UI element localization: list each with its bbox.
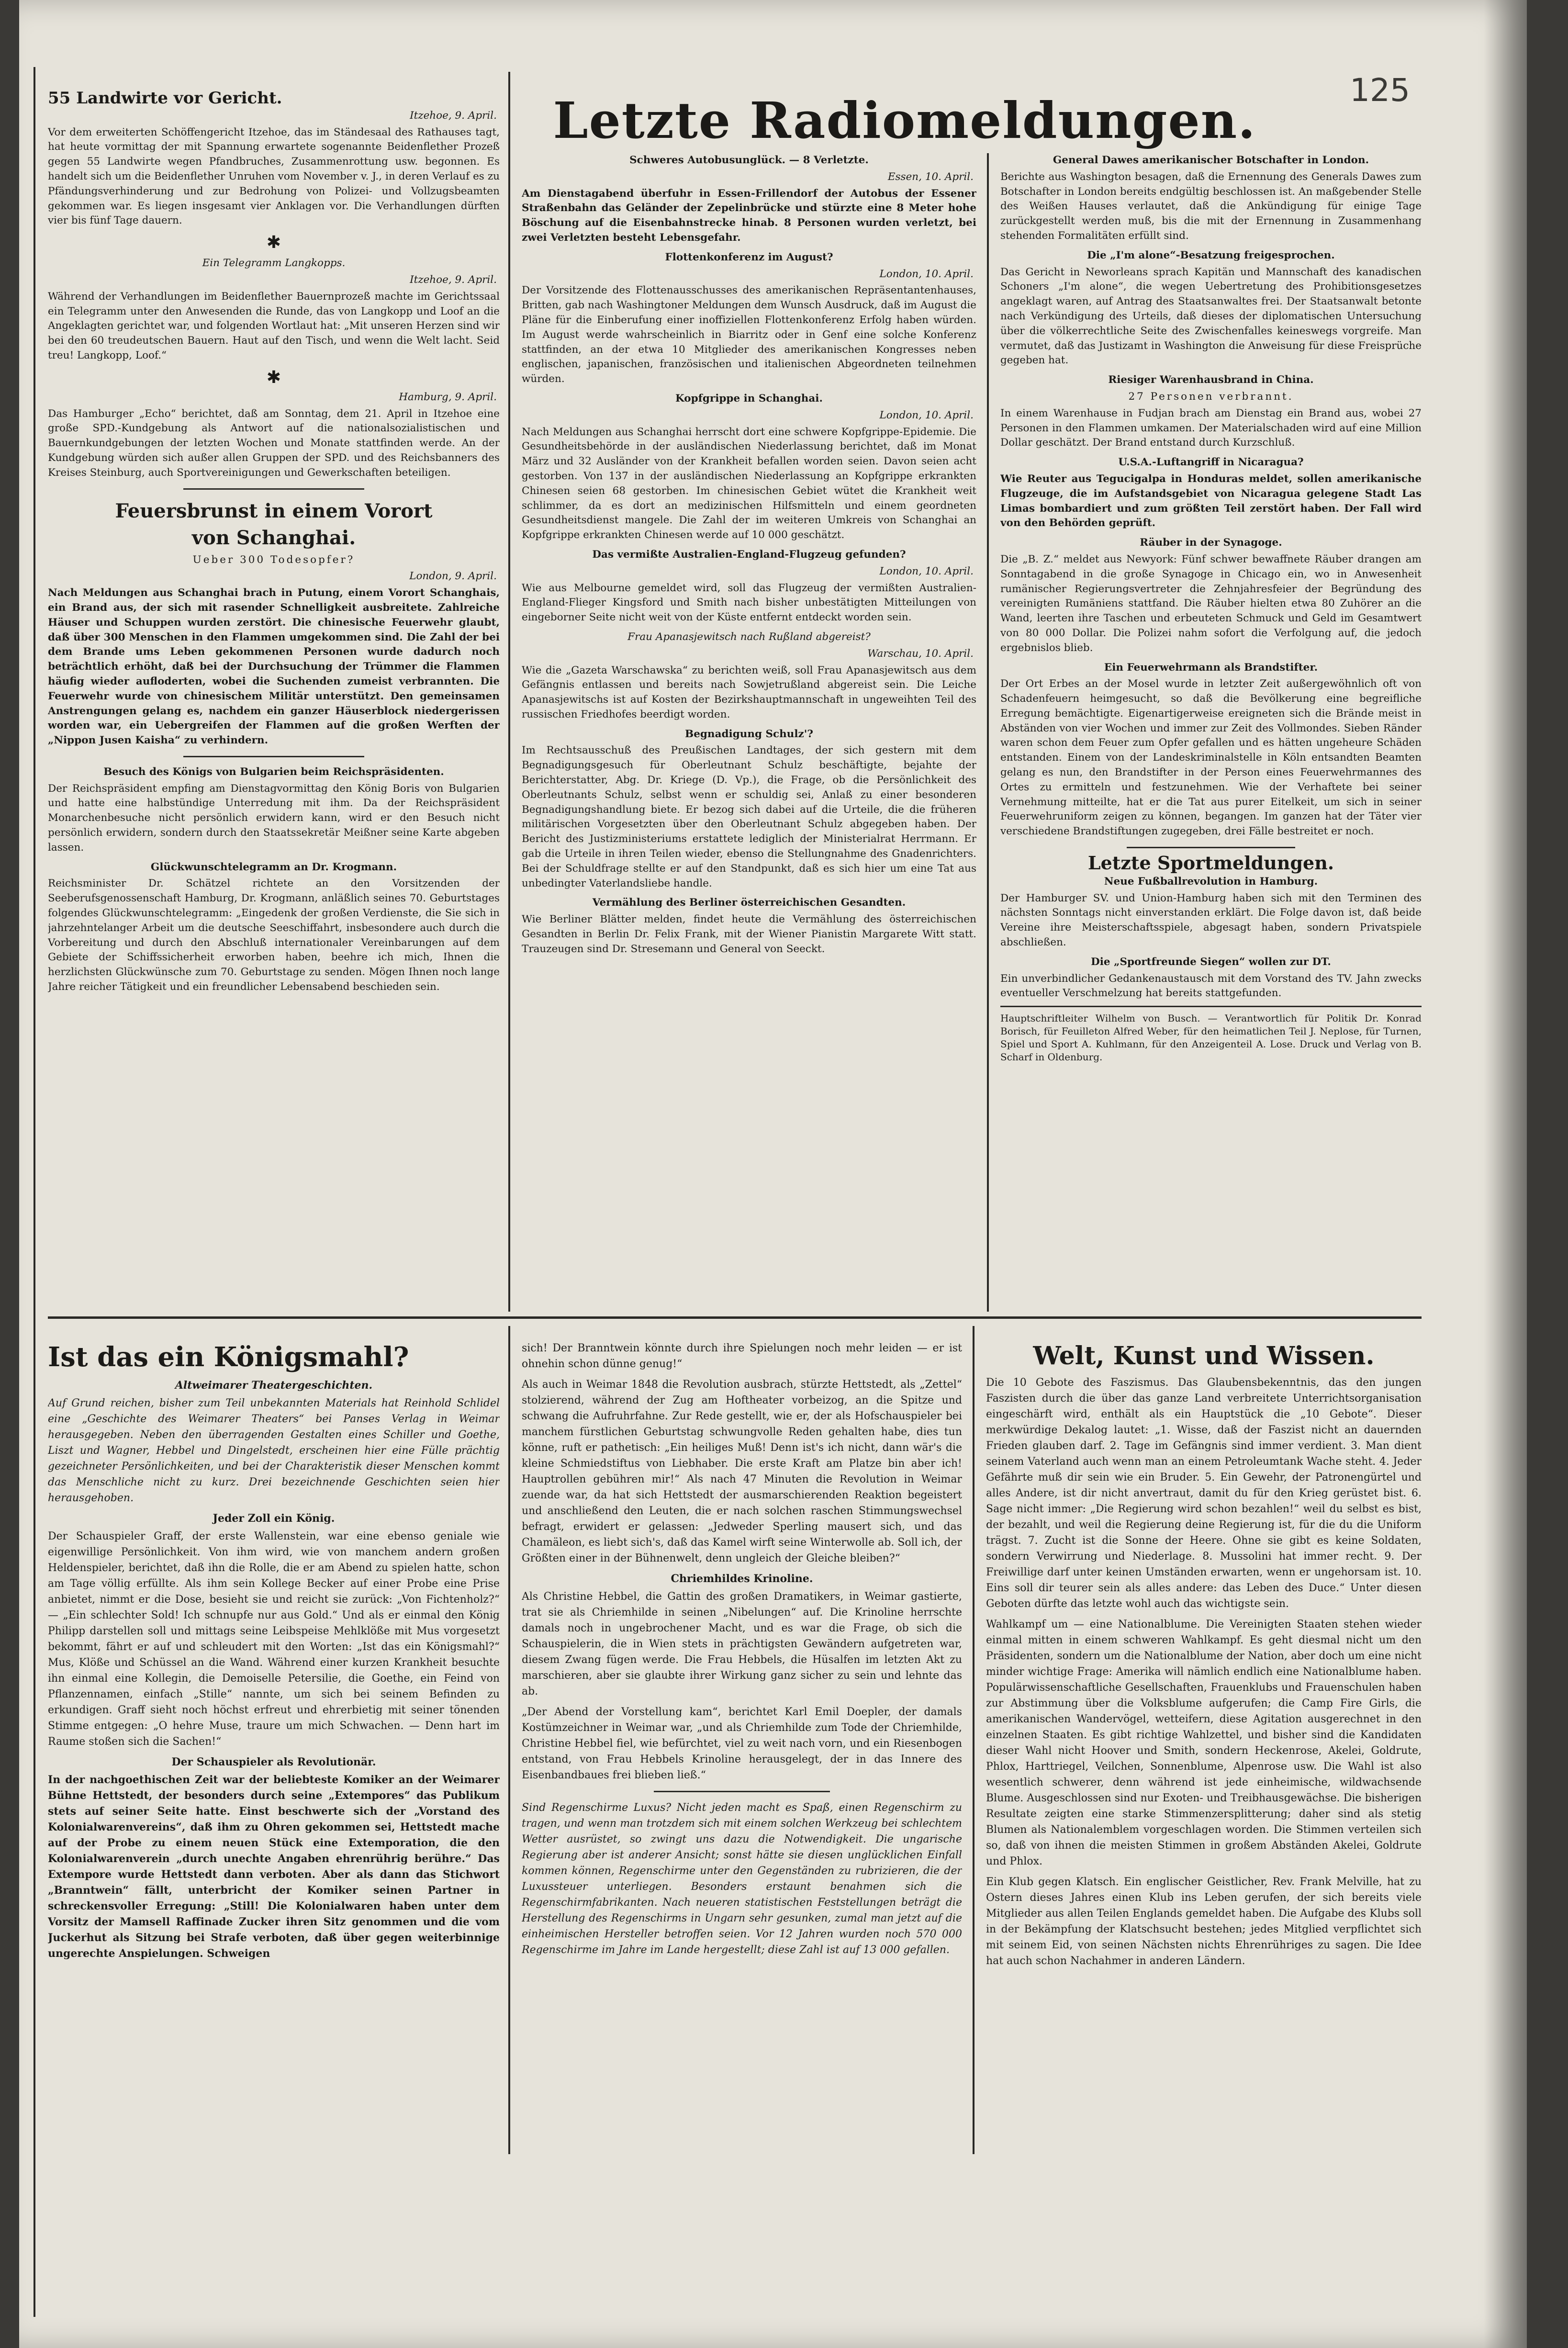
- dateline: Warschau, 10. April.: [867, 647, 974, 660]
- article-text: Das Gericht in Neworleans sprach Kapitän und Mannschaft des kanadischen Schoners „I'm alone“, die wegen Uebertretung des Prohibitionsgesetzes angeklagt waren, auf Antrag des Staatsanwaltes frei. Der Staatsanwalt betonte nach Verkündigung des Urteils, daß dieses der diplomatischen Untersuchung über die völkerrechtliche Seite des Zwischenfalles keineswegs vorgreife. Man vermutet, daß das Justizamt in Washington die Anweisung für diese Freisprüche gegeben hat.: [1000, 266, 1422, 367]
- sub-headline: Ueber 300 Todesopfer?: [192, 553, 355, 566]
- subheadline: Die „Sportfreunde Siegen“ wollen zur DT.: [1091, 955, 1331, 968]
- subheadline: Begnadigung Schulz'?: [685, 728, 813, 740]
- headline-koenigsmahl: Ist das ein Königsmahl?: [48, 1341, 409, 1373]
- star-divider: ✱: [266, 367, 281, 387]
- column-rule-e-f: [973, 1326, 974, 2154]
- subheadline: Kopfgrippe in Schanghai.: [675, 392, 823, 404]
- article-text: Am Dienstagabend überfuhr in Essen-Frillendorf der Autobus der Essener Straßenbahn das Geländer der Zepelinbrücke und stürzte eine 8 Meter hohe Böschung auf die Eisenbahnstrecke hinab. 8 Personen wurden verletzt, bei zwei Verletzten besteht Lebensgefahr.: [522, 187, 976, 244]
- dateline: London, 10. April.: [879, 268, 974, 280]
- dateline: Itzehoe, 9. April.: [410, 273, 497, 286]
- article-text: Ein unverbindlicher Gedankenaustausch mit dem Vorstand des TV. Jahn zwecks eventueller Verschmelzung hat bereits stattgefunden.: [1000, 972, 1422, 1000]
- article-text: Der Vorsitzende des Flottenausschusses des amerikanischen Repräsentantenhauses, Britten, gab nach Washingtoner Meldungen dem Wunsch Ausdruck, daß im August die Pläne für die Einberufung einer inoffiziellen Flottenkonferenz Erfolg haben würden. Im August werde wahrscheinlich in Biarritz oder in Genf eine solche Konferenz stattfinden, an der etwa 10 Mitglieder des amerikanischen Kongresses neben englischen, japanischen, französischen und italienischen Abgeordneten teilnehmen würden.: [522, 284, 976, 385]
- column-f: [986, 1340, 1422, 2154]
- column-c: [1000, 153, 1422, 1307]
- article-text: Im Rechtsausschuß des Preußischen Landtages, der sich gestern mit dem Begnadigungsgesuch für Oberleutnant Schulz beschäftigte, bejahte der Berichterstatter, Abg. Dr. Kriege (D. Vp.), die Frage, ob die Persönlichkeit des Oberleutnants Schulz, selbst wenn er schuldig sei, Anlaß zu einer besonderen Begnadigungshandlung biete. Er bezog sich dabei auf die Urteile, die die früheren militärischen Vorgesetzten über den Oberleutnant Schulz abgegeben haben. Der Bericht des Justizministeriums erstattete lediglich der Ministerialrat Herrmann. Er gab die Urteile in ihren Teilen wieder, ebenso die Stellungnahme des Gnadenrichters. Bei der Schuldfrage stellte er auf den Standpunkt, daß es sich hier um eine Tat aus unbedingter Vaterlandsliebe handle.: [522, 744, 976, 889]
- dateline: London, 10. April.: [879, 565, 974, 577]
- column-a: [48, 91, 500, 1307]
- article-text: Wie die „Gazeta Warschawska“ zu berichten weiß, soll Frau Apanasjewitsch aus dem Gefängnis entlassen und bereits nach Sowjetrußland abgereist sein. Die Leiche Apanasjewitschs ist auf Kosten der Bezirkshauptmannschaft in ungeweihten Teil des russischen Friedhofes beerdigt worden.: [522, 664, 976, 720]
- article-text: Berichte aus Washington besagen, daß die Ernennung des Generals Dawes zum Botschafter in London bereits endgültig beschlossen ist. An maßgebender Stelle des Weißen Hauses verlautet, daß die Ankündigung für einige Tage zurückgestellt werden muß, bis die mit der Ernennung in Zusammenhang stehenden Formalitäten erfüllt sind.: [1000, 170, 1422, 242]
- star-divider: ✱: [266, 233, 281, 253]
- horizontal-section-rule: [48, 1316, 1422, 1319]
- dateline: London, 10. April.: [879, 409, 974, 421]
- headline-sportmeldungen: Letzte Sportmeldungen.: [1087, 852, 1334, 874]
- subheadline: Chriemhildes Krinoline.: [671, 1573, 813, 1585]
- separator-rule: [183, 756, 364, 757]
- dateline: Essen, 10. April.: [887, 170, 974, 183]
- article-text: Nach Meldungen aus Schanghai brach in Putung, einem Vorort Schanghais, ein Brand aus, der sich mit rasender Schnelligkeit ausbreitete. Zahlreiche Häuser und Schuppen wurden zerstört. Die chinesische Feuerwehr glaubt, daß über 300 Menschen in den Flammen umgekommen sind. Die Zahl der bei dem Brande ums Leben gekommenen Personen wurde dadurch noch beträchtlich erhöht, daß bei der Durchsuchung der Trümmer die Flammen häufig wieder aufloderten, wobei die Suchenden zumeist verbrannten. Die Feuerwehr wurde von chinesischem Militär unterstützt. Den gemeinsamen Anstrengungen gelang es, nachdem ein ganzer Häuserblock niedergerissen worden war, ein Uebergreifen der Flammen auf die großen Werften der „Nippon Jusen Kaisha“ zu verhindern.: [48, 587, 500, 747]
- subheadline: Glückwunschtelegramm an Dr. Krogmann.: [150, 861, 397, 873]
- article-text: Die „B. Z.“ meldet aus Newyork: Fünf schwer bewaffnete Räuber drangen am Sonntagabend in die große Synagoge in Chicago ein, wo in Anwesenheit rumänischer Regierungsvertreter die Zehnjahresfeier der Begründung des vereinigten Rumäniens stattfand. Die Räuber hielten etwa 80 Zuhörer an die Wand, leerten ihre Taschen und erbeuteten Schmuck und Geld im Gesamtwert von 80 000 Dollar. Die Polizei nahm sofort die Verfolgung auf, die jedoch ergebnislos blieb.: [1000, 553, 1422, 654]
- subheadline: Frau Apanasjewitsch nach Rußland abgereist?: [627, 630, 871, 643]
- column-e: [522, 1340, 962, 2154]
- headline-landwirte: 55 Landwirte vor Gericht.: [48, 91, 282, 108]
- page-number: 125: [1350, 72, 1410, 109]
- article-text: Das Hamburger „Echo“ berichtet, daß am Sonntag, dem 21. April in Itzehoe eine große SPD.-Kundgebung als Antwort auf die nationalsozialistischen und Bauernkundgebungen der letzten Wochen und Monate stattfinden werde. An der Kundgebung würden sich außer allen Gruppen der SPD. und des Reichsbanners des Kreises Steinburg, auch Sportvereinigungen und Gewerkschaften beteiligen.: [48, 407, 500, 479]
- column-rule-b-c: [987, 153, 989, 1312]
- subheadline: Der Schauspieler als Revolutionär.: [171, 1756, 376, 1768]
- separator-rule: [183, 488, 364, 490]
- main-heading-block: [522, 91, 1288, 150]
- article-text: Ein Klub gegen Klatsch. Ein englischer Geistlicher, Rev. Frank Melville, hat zu Ostern dieses Jahres einen Klub ins Leben gerufen, der sich bereits viele Mitglieder aus allen Teilen Englands gemeldet haben. Die Aufgabe des Klubs soll in der Bekämpfung der Klatschsucht bestehen; jedes Mitglied verpflichtet sich mit seinem Eid, von seinen Nächsten nichts Ehrenrühriges zu sagen. Die Idee hat auch schon Nachahmer in anderen Ländern.: [986, 1876, 1422, 1967]
- separator-rule: [1000, 1006, 1422, 1007]
- article-text: Als auch in Weimar 1848 die Revolution ausbrach, stürzte Hettstedt, als „Zettel“ stolzierend, während der Zug am Hoftheater vorbeizog, an die Spitze und schwang die Aufruhrfahne. Zur Rede gestellt, wie er, der als Hofschauspieler bei manchem fürstlichen Geburtstag schwungvolle Reden gehalten habe, dies tun könne, ruft er pathetisch: „Ein heiliges Muß! Denn ist's ich nicht, dann wär's die kleine Schmiedstiftus von Liebhaber. Die erste Kraft am Platze bin aber ich! Hauptrollen gebühren mir!“ Als nach 47 Minuten die Revolution in Weimar zuende war, da hat sich Hettstedt der ausmarschierenden Reaktion begeistert und anschließend den Leuten, die er nach solchen raschen Stimmungswechsel befragt, erwidert er gelassen: „Jedweder Sperling mausert sich, und das Chamäleon, es liebt sich's, daß das Kamel wirft seine Winterwolle ab. Soll ich, der Größten einer in der Bühnenwelt, denn ungleich der Gleiche bleiben?“: [522, 1379, 962, 1564]
- subheadline: Das vermißte Australien-England-Flugzeug gefunden?: [592, 548, 906, 561]
- left-border-rule: [34, 67, 35, 2317]
- article-text: In der nachgoethischen Zeit war der beliebteste Komiker an der Weimarer Bühne Hettstedt, der besonders durch seine „Extempores“ das Publikum stets auf seiner Seite hatte. Einst beschwerte sich der „Vorstand des Kolonialwarenvereins“, daß ihm zu Ohren gekommen sei, Hettstedt mache auf der Probe zu einem neuen Stück eine Extemporation, die den Kolonialwarenverein „durch unechte Angaben ehrenrührig berühre.“ Das Extempore wurde Hettstedt dann verboten. Aber als dann das Stichwort „Branntwein“ fällt, unterbricht der Komiker seinen Partner in schreckensvoller Erregung: „Still! Die Kolonialwaren haben unter dem Vorsitz der Mamsell Raffinade Zucker ihren Sitz genommen und die vom Juckerhut als Sitzung bei Strafe verboten, daß über gegen weiterbinnige ungerechte Anspielungen. Schweigen: [48, 1774, 500, 1960]
- subheadline: Die „I'm alone“-Besatzung freigesprochen.: [1087, 249, 1335, 261]
- article-text: Wie Reuter aus Tegucigalpa in Honduras meldet, sollen amerikanische Flugzeuge, die im Aufstandsgebiet von Nicaragua gelegene Stadt Las Limas bombardiert und zum größten Teil zerstört haben. Der Fall wird von den Behörden geprüft.: [1000, 472, 1422, 529]
- headline-feuersbrunst-line1: Feuersbrunst in einem Vorort: [115, 499, 433, 522]
- article-text: Als Christine Hebbel, die Gattin des großen Dramatikers, in Weimar gastierte, trat sie als Chriemhilde in seinen „Nibelungen“ auf. Die Krinoline herrschte damals noch in ungebrochener Macht, und es war die Frage, ob sich die Schauspielerin, die in Wien stets in prächtigsten Gewändern aufgetreten war, diesem Zwang fügen werde. Die Frau Hebbels, die Hüsalfen im letzten Akt zu marschieren, aber sie glaubte ihrer Wirkung ganz sicher zu sein und lehnte das ab.: [522, 1591, 962, 1697]
- column-rule-d-e: [508, 1326, 510, 2154]
- separator-rule: [1127, 847, 1295, 848]
- subheadline: Ein Feuerwehrmann als Brandstifter.: [1104, 661, 1318, 674]
- subheadline: Schweres Autobusunglück. — 8 Verletzte.: [629, 154, 869, 166]
- column-b: [522, 153, 976, 1307]
- article-text: Sind Regenschirme Luxus? Nicht jeden macht es Spaß, einen Regenschirm zu tragen, und wenn man trotzdem sich mit einem solchen Werkzeug bei schlechtem Wetter ausrüstet, so zwingt uns dazu die Notwendigkeit. Die ungarische Regierung aber ist anderer Ansicht; sonst hätte sie diesen unglücklichen Einfall kommen können, Regenschirme unter den Gegenständen zu rubrizieren, die der Luxussteuer unterliegen. Besonders erstaunt benahmen sich die Regenschirmfabrikanten. Nach neueren statistischen Feststellungen beträgt die Herstellung des Regenschirms in Ungarn sehr gesunken, zumal man jetzt auf die einheimischen Hersteller betroffen seien. Vor 12 Jahren wurden noch 570 000 Regenschirme im Jahre im Lande hergestellt; diese Zahl ist auf 13 000 gefallen.: [522, 1802, 962, 1956]
- column-rule-a-b: [508, 72, 510, 1312]
- article-text: Während der Verhandlungen im Beidenflether Bauernprozeß machte im Gerichtssaal ein Telegramm unter den Anwesenden die Runde, das von Langkopp und Loof an die Angeklagten gerichtet war, und folgenden Wortlaut hat: „Mit unseren Herzen sind wir bei den 60 treudeutschen Bauern. Haut auf den Tisch, und wenn die Welt lacht. Seid treu! Langkopp, Loof.“: [48, 290, 500, 361]
- imprint: Hauptschriftleiter Wilhelm von Busch. — Verantwortlich für Politik Dr. Konrad Borisch, für Feuilleton Alfred Weber, für den heimatlichen Teil J. Neplose, für Turnen, Spiel und Sport A. Kuhlmann, für den Anzeigenteil A. Lose. Druck und Verlag von B. Scharf in Oldenburg.: [1000, 1012, 1422, 1063]
- article-text: Der Hamburger SV. und Union-Hamburg haben sich mit den Terminen des nächsten Sonntags nicht einverstanden erklärt. Die Folge davon ist, daß beide Vereine ihre Meisterschaftsspiele, abgesagt haben, sondern Privatspiele abschließen.: [1000, 892, 1422, 949]
- article-text: Die 10 Gebote des Faszismus. Das Glaubensbekenntnis, das den jungen Faszisten durch die über das ganze Land verbreitete Unterrichtsorganisation eingeschärft wird, enthält als ein Hauptstück die „10 Gebote“. Dieser merkwürdige Dekalog lautet: „1. Wisse, daß der Faszist nicht an dauernden Frieden glauben darf. 2. Tage im Gefängnis sind immer verdient. 3. Man dient seinem Vaterland auch wenn man an einem Petroleumtank Wache steht. 4. Jeder Gefährte muß dir sein wie ein Bruder. 5. Ein Gewehr, der Patronengürtel und alles Andere, ist dir nicht anvertraut, damit du für den Krieg gerüstet bist. 6. Sage nicht immer: „Die Regierung wird schon bezahlen!“ weil du selbst es bist, der bezahlt, und weil die Regierung deine Regierung ist, für die du die Uniform trägst. 7. Zucht ist die Sonne der Heere. Ohne sie gibt es keine Soldaten, sondern Verwirrung und Niederlage. 8. Mussolini hat immer recht. 9. Der Freiwillige darf unter keinen Umständen erwarten, wenn er ungehorsam ist. 10. Eins soll dir teurer sein als alles andere: das Leben des Duce.“ Unter diesen Geboten dürfte das letzte wohl auch das wichtigste sein.: [986, 1377, 1422, 1610]
- subheadline: Räuber in der Synagoge.: [1140, 537, 1282, 549]
- article-text: In einem Warenhause in Fudjan brach am Dienstag ein Brand aus, wobei 27 Personen in den Flammen umkamen. Der Materialschaden wird auf eine Million Dollar geschätzt. Der Brand entstand durch Kurzschluß.: [1000, 407, 1422, 449]
- article-text: Nach Meldungen aus Schanghai herrscht dort eine schwere Kopfgrippe-Epidemie. Die Gesundheitsbehörde in der ausländischen Niederlassung berichtet, daß im Monat März und 32 Ausländer von der Krankheit befallen worden seien. Davon seien acht gestorben. Von 137 in der ausländischen Niederlassung an Kopfgrippe erkrankten Chinesen seien 68 gestorben. Im chinesischen Gebiet wütet die Krankheit weit schlimmer, da es dort an medizinischen Hilfsmitteln und einem geordneten Gesundheitsdienst mangele. Die Zahl der im weiteren Umkreis von Schanghai an Kopfgrippe erkrankten Chinesen werde auf 10 000 geschätzt.: [522, 426, 976, 541]
- subheadline: Riesiger Warenhausbrand in China.: [1108, 374, 1314, 386]
- sub-headline: 27 Personen verbrannt.: [1128, 390, 1294, 403]
- subheadline: Jeder Zoll ein König.: [213, 1512, 335, 1525]
- dateline: Hamburg, 9. April.: [399, 391, 497, 403]
- main-title: Letzte Radiomeldungen.: [553, 91, 1256, 150]
- article-text: Auf Grund reichen, bisher zum Teil unbekannten Materials hat Reinhold Schlidel eine „Geschichte des Weimarer Theaters“ bei Panses Verlag in Weimar herausgegeben. Neben den überragenden Gestalten eines Schiller und Goethe, Liszt und Wagner, Hebbel und Dingelstedt, erscheinen hier eine Fülle prächtig gezeichneter Persönlichkeiten, und bei der Charakteristik dieser Menschen kommt das Menschliche nicht zu kurz. Drei bezeichnende Geschichten seien hier herausgehoben.: [48, 1397, 500, 1504]
- article-text: Der Ort Erbes an der Mosel wurde in letzter Zeit außergewöhnlich oft von Schadenfeuern heimgesucht, so daß die Bevölkerung eine begreifliche Erregung bemächtigte. Eigenartigerweise ereigneten sich die Brände meist in Abständen von vier Wochen und immer zur Zeit des Vollmondes. Sieben Ränder waren schon dem Feuer zum Opfer gefallen und es hätten ungeheure Schäden entstanden. Einem von der Landeskriminalstelle in Köln entsandten Beamten gelang es nun, den Brandstifter in der Person eines Feuerwehrmannes des Ortes zu ermitteln und festzunehmen. Wie der Verhaftete bei seiner Vernehmung mitteilte, hat er die Tat aus purer Eitelkeit, um sich in seiner Feuerwehruniform zeigen zu können, begangen. Im ganzen hat der Täter vier verschiedene Brandstiftungen zugegeben, drei Fälle bestreitet er noch.: [1000, 678, 1422, 838]
- article-text: Der Schauspieler Graff, der erste Wallenstein, war eine ebenso geniale wie eigenwillige Persönlichkeit. Von ihm wird, wie von manchem andern großen Heldenspieler, berichtet, daß ihn die Rolle, die er am Abend zu spielen hatte, schon am Tage völlig erfüllte. Als ihm sein Kollege Becker auf einer Probe eine Prise anbietet, nimmt er die Dose, besieht sie und reicht sie zurück: „Von Fichtenholz?“ — „Ein schlechter Sold! Ich schnupfe nur aus Gold.“ Und als er einmal den König Philipp darstellen soll und mittags seine Leibspeise Mehlklöße mit Mus vorgesetzt bekommt, fährt er auf und schleudert mit den Worten: „Ist das ein Königsmahl?“ Mus, Klöße und Schüssel an die Wand. Während einer kurzen Krankheit besuchte ihn einmal eine Kollegin, die Demoiselle Petersilie, die Goethe, ein Feind von Pflanzennamen, einfach „Stille“ nannte, um sich bei seinem Befinden zu erkundigen. Graff sieht noch höchst erfreut und ehrerbietig mit seiner tönenden Stimme entgegen: „O hehre Muse, traure um mich Schwachen. — Denn hart im Raume stoßen sich die Sachen!“: [48, 1530, 500, 1748]
- subheadline: Vermählung des Berliner österreichischen Gesandten.: [592, 897, 906, 909]
- article-text: Der Reichspräsident empfing am Dienstagvormittag den König Boris von Bulgarien und hatte eine halbstündige Unterredung mit ihm. Da der Reichspräsident Monarchenbesuche nicht persönlich erwidern kann, wird er den Besuch nicht persönlich erwidern, sondern durch den Staatssekretär Meißner seine Karte abgeben lassen.: [48, 782, 500, 854]
- headline-welt-kunst-wissen: Welt, Kunst und Wissen.: [1033, 1341, 1375, 1371]
- article-text: sich! Der Branntwein könnte durch ihre Spielungen noch mehr leiden — er ist ohnehin schon dünne genug!“: [522, 1342, 962, 1370]
- article-text: „Der Abend der Vorstellung kam“, berichtet Karl Emil Doepler, der damals Kostümzeichner in Weimar war, „und als Chriemhilde zum Tode der Chriemhilde, Christine Hebbel fiel, wie befürchtet, viel zu weit nach vorn, und ein Riesenbogen entstand, von Frau Hebbels Krinoline herausgelegt, der in das Innere des Eisenbandbaues frei blieben ließ.“: [522, 1706, 962, 1781]
- article-text: Wie aus Melbourne gemeldet wird, soll das Flugzeug der vermißten Australien-England-Flieger Kingsford und Smith nach bisher unbestätigten Mitteilungen von eingeborner Seite nicht weit von der Küste entfernt entdeckt worden sein.: [522, 582, 976, 624]
- article-text: Wahlkampf um — eine Nationalblume. Die Vereinigten Staaten stehen wieder einmal mitten in einem schweren Wahlkampf. Es geht diesmal nicht um den Präsidenten, sondern um die Nationalblume der Nation, aber doch um eine nicht minder wichtige Frage: Amerika will nämlich endlich eine Nationalblume haben. Populärwissenschaftliche Gesellschaften, Frauenklubs und Frauenschulen haben zur Abstimmung über die Volksblume aufgerufen; die Camp Fire Girls, die amerikanischen Wandervögel, wetteifern, diese Agitation ausgerechnet in den einzelnen Staaten. Es gibt richtige Wahlzettel, und bisher sind die Kandidaten dieser Wahl nicht Hoover und Smith, sondern Heckenrose, Akelei, Goldrute, Phlox, Harttriegel, Veilchen, Sonnenblume, Alpenrose usw. Die Wahl ist also wesentlich schwerer, denn während ist jede einheimische, wildwachsende Blume. Ausgeschlossen sind nur Exoten- und Treibhausgewächse. Die bisherigen Resultate zeigten eine starke Stimmenzersplitterung; daher sind als stetig Blumen als Nationalemblem vorgeschlagen worden. Die Stimmen verteilen sich so, daß von ihnen die meisten Stimmen in großem Abständen Akelei, Goldrute und Phlox.: [986, 1618, 1422, 1867]
- subheadline: Ein Telegramm Langkopps.: [202, 257, 346, 270]
- article-text: Reichsminister Dr. Schätzel richtete an den Vorsitzenden der Seeberufsgenossenschaft Hamburg, Dr. Krogmann, anläßlich seines 70. Geburtstages folgendes Glückwunschtelegramm: „Eingedenk der großen Verdienste, die Sie sich in jahrzehntelanger Arbeit um die deutsche Seeschiffahrt, insbesondere auch durch die Vorbereitung und durch den Abschluß internationaler Vereinbarungen auf dem Gebiete der Schiffssicherheit erworben haben, beehre ich mich, Ihnen die herzlichsten Glückwünsche zum 70. Geburtstage zu senden. Mögen Ihnen noch lange Jahre reicher Tätigkeit und ein freundlicher Lebensabend beschieden sein.: [48, 877, 500, 993]
- newspaper-page: [19, 0, 1527, 2348]
- binding-shadow: [1484, 0, 1527, 2348]
- separator-rule: [654, 1791, 830, 1792]
- subheadline: General Dawes amerikanischer Botschafter in London.: [1053, 154, 1369, 166]
- subheadline: Neue Fußballrevolution in Hamburg.: [1104, 875, 1318, 888]
- subheadline: Flottenkonferenz im August?: [665, 251, 833, 263]
- article-text: Wie Berliner Blätter melden, findet heute die Vermählung des österreichischen Gesandten in Berlin Dr. Felix Frank, mit der Wiener Pianistin Margarete Witt statt. Trauzeugen sind Dr. Stresemann und General von Seeckt.: [522, 913, 976, 955]
- column-d: [48, 1340, 500, 2154]
- dateline: London, 9. April.: [409, 570, 497, 583]
- subheadline: U.S.A.-Luftangriff in Nicaragua?: [1118, 456, 1304, 469]
- dateline: Itzehoe, 9. April.: [410, 109, 497, 122]
- subheadline: Besuch des Königs von Bulgarien beim Reichspräsidenten.: [103, 765, 444, 778]
- article-text: Vor dem erweiterten Schöffengericht Itzehoe, das im Ständesaal des Rathauses tagt, hat heute vormittag der mit Spannung erwartete sogenannte Beidenflether Prozeß gegen 55 Landwirte wegen Pfandbruches, Zusammenrottung usw. begonnen. Es handelt sich um die Beidenflether Unruhen vom November v. J., in deren Verlauf es zu Pfändungsverhinderung und zur Bedrohung von Polizei- und Vollzugsbeamten gekommen war. Es liegen insgesamt vier Anklagen vor. Die Verhandlungen dürften vier bis fünf Tage dauern.: [48, 126, 500, 227]
- headline-feuersbrunst-line2: von Schanghai.: [191, 526, 356, 549]
- subheadline: Altweimarer Theatergeschichten.: [175, 1379, 373, 1392]
